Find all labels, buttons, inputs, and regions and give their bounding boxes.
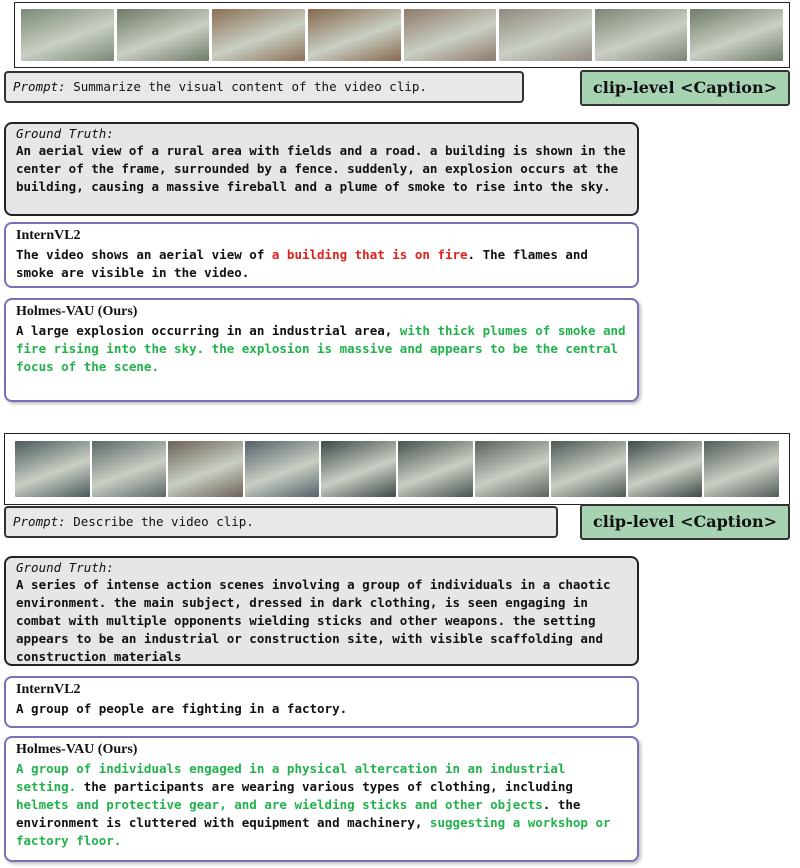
video-frame-10 [704,441,779,497]
prompt-text: Summarize the visual content of the video clip. [65,79,427,94]
incorrect-highlight: a building that is on fire [271,247,468,262]
ground-truth-card [4,122,639,216]
video-frame-2 [92,441,167,497]
correct-highlight: suggesting a workshop or factory floor. [16,815,611,848]
video-frame-8 [690,9,783,61]
video-frame-1 [21,9,114,61]
ground-truth-title: Ground Truth: [16,126,114,141]
video-filmstrip-explosion [14,2,790,68]
video-frame-3 [168,441,243,497]
ground-truth-card [4,556,639,666]
holmes-vau-answer: A large explosion occurring in an industrial area, with thick plumes of smoke and fire rising into the sky. the explosion is massive and appears to be the central focus of the scene. [16,323,626,374]
clip-level-caption-tag: clip-level <Caption> [580,504,790,540]
ground-truth-title: Ground Truth: [16,560,114,575]
holmes-vau-card [4,736,639,862]
internvl2-card [4,222,639,288]
ground-truth-text: An aerial view of a rural area with fields and a road. a building is shown in the center of the frame, surrounded by a fence. suddenly, an explosion occurs at the building, causing a massive fireball and a plume of smoke to rise into the sky. [16,143,626,194]
correct-highlight: A group of individuals engaged in a physical altercation in an industrial setting. [16,761,566,794]
video-frame-6 [398,441,473,497]
video-frame-1 [15,441,90,497]
prompt-label: Prompt: [13,514,66,529]
internvl2-card [4,676,639,728]
video-frame-2 [117,9,210,61]
ground-truth-text: A series of intense action scenes involving a group of individuals in a chaotic environment. the main subject, dressed in dark clothing, is seen engaging in combat with multiple opponents wielding sticks and other weapons. the setting appears to be an industrial or construction site, with visible scaffolding and construction materials [16,577,611,664]
video-frame-6 [499,9,592,61]
holmes-vau-answer: A group of individuals engaged in a physical altercation in an industrial setting. the participants are wearing various types of clothing, including helmets and protective gear, and are wielding sticks and other objects. the environment is cluttered with equipment and machinery, suggesting a workshop or factory floor. [16,761,611,848]
correct-highlight: helmets and protective gear, and are wielding sticks and other objects [16,797,543,812]
holmes-vau-title: Holmes-VAU (Ours) [16,742,138,757]
correct-highlight: with thick plumes of smoke and fire rising into the sky. the explosion is massive and appears to be the central focus of the scene. [16,323,626,374]
prompt-label: Prompt: [13,79,66,94]
internvl2-answer: A group of people are fighting in a factory. [16,701,348,716]
video-frame-3 [212,9,305,61]
video-frame-7 [595,9,688,61]
video-frame-7 [475,441,550,497]
prompt-text: Describe the video clip. [65,514,254,529]
video-filmstrip-fight [4,433,790,505]
video-frame-4 [308,9,401,61]
prompt-box [4,506,558,538]
holmes-vau-card [4,298,639,402]
holmes-vau-title: Holmes-VAU (Ours) [16,304,138,319]
video-frame-8 [551,441,626,497]
video-frame-9 [628,441,703,497]
video-frame-5 [321,441,396,497]
internvl2-answer: The video shows an aerial view of a building that is on fire. The flames and smoke are visible in the video. [16,247,588,280]
video-frame-4 [245,441,320,497]
video-frame-5 [404,9,497,61]
internvl2-title: InternVL2 [16,682,81,697]
internvl2-title: InternVL2 [16,228,81,243]
prompt-box [4,71,524,103]
clip-level-caption-tag: clip-level <Caption> [580,70,790,106]
